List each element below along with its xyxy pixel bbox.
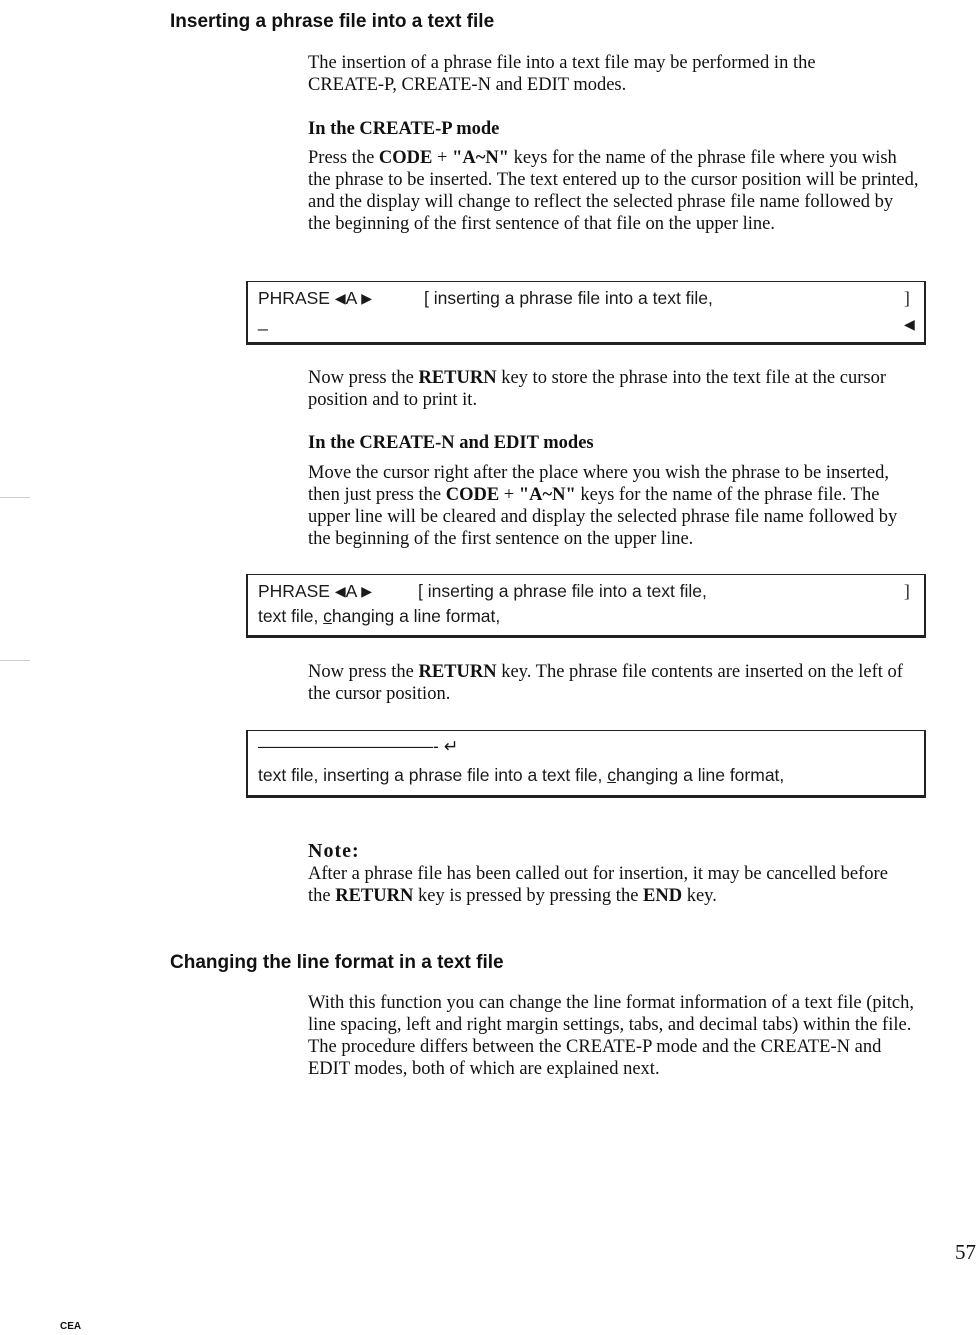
lcd-upper-line xyxy=(258,287,372,310)
lcd-upper-line xyxy=(258,580,372,603)
left-arrow-icon: ◀ xyxy=(904,316,915,332)
an-keys-label: "A~N" xyxy=(452,148,509,168)
margin-mark xyxy=(0,497,30,498)
lcd-display-result xyxy=(246,730,926,798)
createp-paragraph xyxy=(308,147,920,235)
phrase-letter: A xyxy=(345,581,357,601)
createn-heading: In the CREATE-N and EDIT modes xyxy=(308,433,594,453)
text-run: key. xyxy=(682,886,717,906)
lcd-display-createn xyxy=(246,574,926,638)
text-run: key is pressed by pressing the xyxy=(413,886,644,906)
text-run: + xyxy=(499,485,519,505)
intro-line-2: CREATE-P, CREATE-N and EDIT modes. xyxy=(308,75,627,95)
return-key-label: RETURN xyxy=(418,662,497,682)
bracket-close: ] xyxy=(904,581,910,601)
text-run: hanging a line format, xyxy=(615,765,785,785)
text-run: + xyxy=(432,148,453,168)
code-key-label: CODE xyxy=(378,148,433,168)
footer-code: CEA xyxy=(60,1321,82,1332)
phrase-letter: A xyxy=(345,288,357,308)
cursor-mark: _ xyxy=(258,311,268,331)
text-run: key to store the phrase into the text file at the cursor position and to print it. xyxy=(308,368,886,410)
createp-heading: In the CREATE-P mode xyxy=(308,119,500,139)
createn-return-paragraph xyxy=(308,661,908,705)
text-run: Now press the xyxy=(308,368,419,388)
text-run: hanging a line format, xyxy=(331,606,501,626)
section-title-inserting-phrase: Inserting a phrase file into a text file xyxy=(170,11,495,32)
text-run: key. The phrase file contents are inserted on the left of the cursor position. xyxy=(308,662,903,704)
lcd-upper-text: [ inserting a phrase file into a text file, xyxy=(418,581,707,601)
text-run: text file, xyxy=(258,606,324,626)
text-run: After a phrase file has been called out for insertion, it may be cancelled before the xyxy=(308,864,888,906)
left-arrow-icon: ◀ xyxy=(334,583,346,599)
lcd-lower-line xyxy=(258,764,784,786)
text-run: text file, inserting a phrase file into a text file, xyxy=(258,765,608,785)
phrase-label: PHRASE xyxy=(258,288,330,308)
lcd-upper-rule: ——————————- ↵ xyxy=(258,736,459,756)
right-arrow-icon: ▶ xyxy=(361,583,372,599)
lcd-upper-text: [ inserting a phrase file into a text file, xyxy=(424,288,713,308)
right-arrow-icon: ▶ xyxy=(361,290,372,306)
left-arrow-icon: ◀ xyxy=(334,290,346,306)
return-key-label: RETURN xyxy=(418,368,497,388)
margin-mark xyxy=(0,660,30,661)
code-key-label: CODE xyxy=(445,485,500,505)
lcd-lower-line xyxy=(258,605,500,627)
bracket-close: ] xyxy=(904,288,910,308)
return-key-label: RETURN xyxy=(335,886,414,906)
end-key-label: END xyxy=(643,886,683,906)
intro-paragraph xyxy=(308,52,908,96)
cursor-char: c xyxy=(323,606,332,626)
page-number: 57 xyxy=(955,1240,976,1264)
phrase-label: PHRASE xyxy=(258,581,330,601)
createp-return-paragraph xyxy=(308,367,908,411)
cursor-char: c xyxy=(607,765,616,785)
text-run: Move the cursor right after the place where you wish the phrase to be inserted, then just press the xyxy=(308,463,890,505)
note-paragraph xyxy=(308,863,908,907)
an-keys-label: "A~N" xyxy=(518,485,576,505)
note-heading: Note: xyxy=(308,840,360,862)
text-run: Now press the xyxy=(308,662,419,682)
text-run: keys for the name of the phrase file where you wish the phrase to be inserted. The text entered up to the cursor position will be printed, and the display will change to reflect the selected phrase file name followed by the beginning of the first sentence of that file on the upper line. xyxy=(308,148,919,234)
text-run: Press the xyxy=(308,148,379,168)
createn-paragraph xyxy=(308,462,916,550)
intro-line-1: The insertion of a phrase file into a text file may be performed in the xyxy=(308,53,816,73)
lcd-display-createp xyxy=(246,281,926,345)
section-title-changing-line-format: Changing the line format in a text file xyxy=(170,952,504,973)
line-format-paragraph: With this function you can change the line format information of a text file (pitch, line spacing, left and right margin settings, tabs, and decimal tabs) within the file. The procedure differs between the CREATE-P mode and the CREATE-N and EDIT modes, both of which are explained next. xyxy=(308,993,914,1079)
text-run: keys for the name of the phrase file. The upper line will be cleared and display the selected phrase file name followed by the beginning of the first sentence on the upper line. xyxy=(308,485,898,549)
